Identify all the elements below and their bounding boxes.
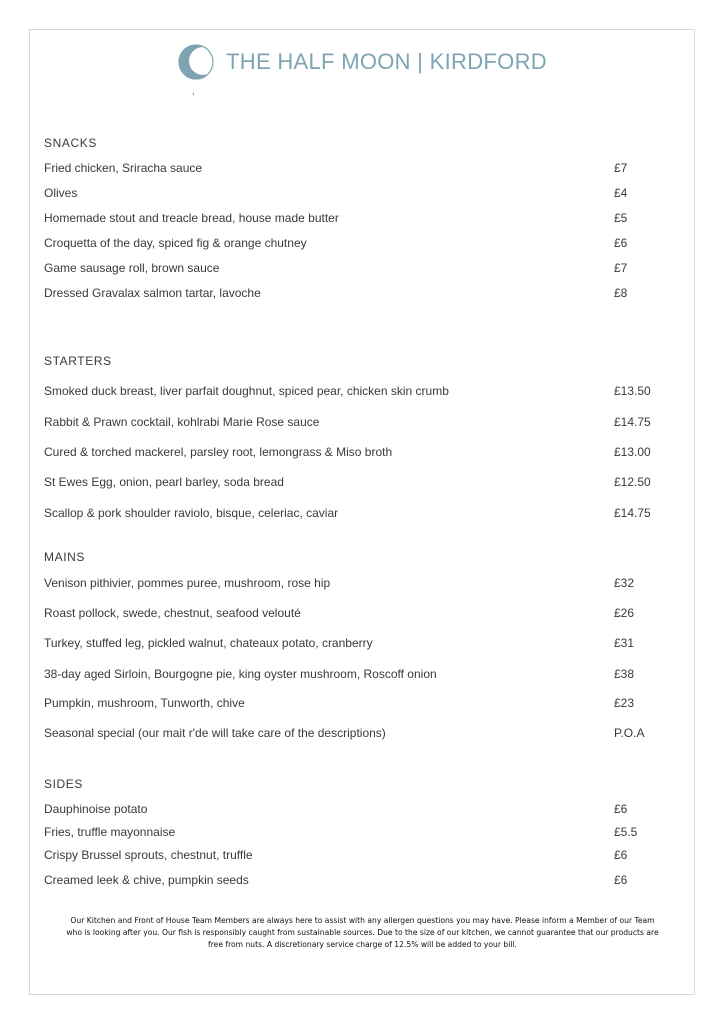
item-price: P.O.A	[614, 726, 645, 740]
item-price: £26	[614, 606, 635, 620]
section-title-mains: MAINS	[44, 550, 86, 564]
menu-item	[44, 696, 684, 714]
menu-item	[44, 445, 684, 463]
item-name: Crispy Brussel sprouts, chestnut, truffle	[44, 848, 253, 862]
item-name: Creamed leek & chive, pumpkin seeds	[44, 873, 249, 887]
menu-item	[44, 576, 684, 594]
item-price: £8	[614, 286, 628, 300]
item-name: Cured & torched mackerel, parsley root, lemongrass & Miso broth	[44, 445, 393, 459]
item-name: Seasonal special (our mait r'de will take care of the descriptions)	[44, 726, 386, 740]
item-price: £5	[614, 211, 628, 225]
allergen-note-line: Our Kitchen and Front of House Team Members are always here to assist with any allergen questions you may have. Please inform a Member of our Team	[70, 916, 655, 925]
item-name: Pumpkin, mushroom, Tunworth, chive	[44, 696, 245, 710]
item-price: £6	[614, 802, 628, 816]
menu-item	[44, 186, 684, 204]
item-price: £23	[614, 696, 635, 710]
item-price: £13.50	[614, 384, 651, 398]
menu-item	[44, 667, 684, 685]
item-price: £38	[614, 667, 635, 681]
item-price: £4	[614, 186, 628, 200]
item-name: St Ewes Egg, onion, pearl barley, soda bread	[44, 475, 284, 489]
item-name: Venison pithivier, pommes puree, mushroom, rose hip	[44, 576, 331, 590]
menu-item	[44, 802, 684, 820]
menu-item	[44, 161, 684, 179]
menu-item	[44, 848, 684, 866]
section-title-sides: SIDES	[44, 777, 84, 791]
item-price: £31	[614, 636, 635, 650]
menu-item	[44, 384, 684, 402]
item-price: £32	[614, 576, 635, 590]
menu-item	[44, 286, 684, 304]
section-title-snacks: SNACKS	[44, 136, 97, 150]
item-price: £6	[614, 236, 628, 250]
item-name: Dressed Gravalax salmon tartar, lavoche	[44, 286, 261, 300]
brand-title: THE HALF MOON | KIRDFORD	[226, 49, 547, 74]
allergen-note-line: who is looking after you. Our fish is responsibly caught from sustainable sources. Due to the size of our kitchen, we cannot guarantee that our products are	[66, 928, 659, 937]
menu-item	[44, 211, 684, 229]
menu-item	[44, 825, 684, 843]
item-price: £5.5	[614, 825, 638, 839]
menu-item	[44, 261, 684, 279]
item-name: Croquetta of the day, spiced fig & orange chutney	[44, 236, 307, 250]
moon-logo-icon	[178, 44, 214, 80]
item-name: 38-day aged Sirloin, Bourgogne pie, king oyster mushroom, Roscoff onion	[44, 667, 437, 681]
item-name: Scallop & pork shoulder raviolo, bisque, celeriac, caviar	[44, 506, 339, 520]
header	[0, 42, 725, 82]
stray-mark: ,	[192, 86, 195, 96]
item-price: £12.50	[614, 475, 651, 489]
menu-item	[44, 726, 684, 744]
menu-item	[44, 506, 684, 524]
item-name: Roast pollock, swede, chestnut, seafood velouté	[44, 606, 301, 620]
menu-item	[44, 415, 684, 433]
item-name: Fried chicken, Sriracha sauce	[44, 161, 203, 175]
menu-item	[44, 606, 684, 624]
menu-item	[44, 475, 684, 493]
item-price: £6	[614, 873, 628, 887]
item-name: Homemade stout and treacle bread, house made butter	[44, 211, 339, 225]
menu-item	[44, 236, 684, 254]
item-name: Smoked duck breast, liver parfait doughnut, spiced pear, chicken skin crumb	[44, 384, 449, 398]
menu-item	[44, 873, 684, 891]
section-title-starters: STARTERS	[44, 354, 112, 368]
item-price: £6	[614, 848, 628, 862]
item-name: Fries, truffle mayonnaise	[44, 825, 176, 839]
item-price: £14.75	[614, 506, 651, 520]
item-price: £14.75	[614, 415, 651, 429]
allergen-note	[50, 915, 675, 951]
menu-item	[44, 636, 684, 654]
item-price: £7	[614, 161, 628, 175]
item-name: Game sausage roll, brown sauce	[44, 261, 220, 275]
item-price: £7	[614, 261, 628, 275]
item-name: Dauphinoise potato	[44, 802, 148, 816]
item-name: Olives	[44, 186, 78, 200]
item-name: Rabbit & Prawn cocktail, kohlrabi Marie Rose sauce	[44, 415, 320, 429]
item-price: £13.00	[614, 445, 651, 459]
allergen-note-line: free from nuts. A discretionary service charge of 12.5% will be added to your bill.	[208, 940, 517, 949]
item-name: Turkey, stuffed leg, pickled walnut, chateaux potato, cranberry	[44, 636, 373, 650]
